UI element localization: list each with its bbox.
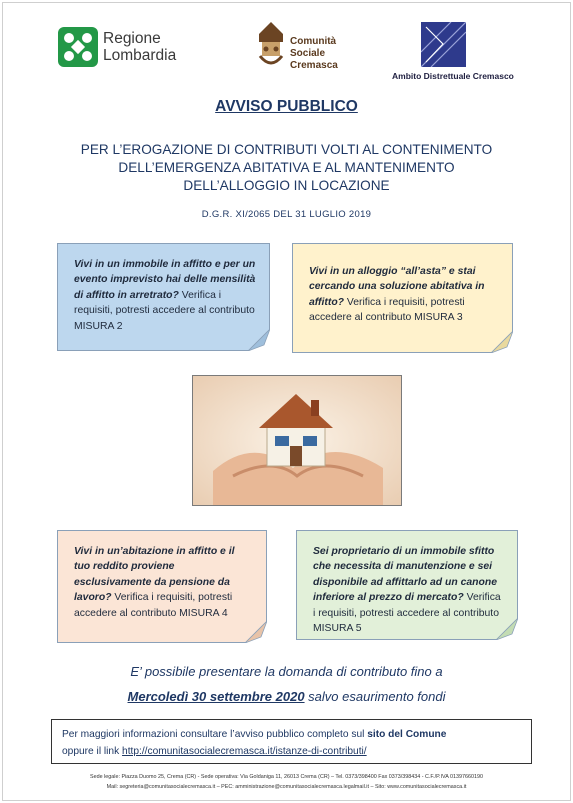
note2-question: Vivi in un alloggio “all’asta” e stai cercando una soluzione abitativa in affitto? — [309, 266, 485, 308]
note1-text: Verifica i requisiti, potresti accedere al contributo MISURA 2 — [74, 289, 255, 332]
dgr-reference: D.G.R. XI/2065 DEL 31 LUGLIO 2019 — [201, 209, 372, 220]
comunita-sociale-logo-icon — [256, 20, 286, 70]
info-url-link[interactable]: http://comunitasocialecremasca.it/istanze-di-contributi/ — [122, 746, 367, 757]
page-subtitle — [40, 141, 533, 195]
logo1-line2: Lombardia — [103, 47, 177, 64]
page-title: AVVISO PUBBLICO — [215, 98, 358, 115]
regione-lombardia-logo-icon — [58, 27, 98, 67]
subtitle-line1: PER L’EROGAZIONE DI CONTRIBUTI VOLTI AL CONTENIMENTO — [80, 142, 493, 157]
page-curl-icon — [491, 331, 513, 353]
note2-text: Verifica i requisiti, potresti accedere al contributo MISURA 3 — [309, 296, 465, 324]
note-misura-4 — [57, 530, 267, 643]
page-curl-icon — [245, 621, 267, 643]
subtitle-line3: DELL’ALLOGGIO IN LOCAZIONE — [183, 178, 390, 193]
subtitle-line2: DELL’EMERGENZA ABITATIVA E AL MANTENIMENTO — [118, 160, 455, 175]
note-misura-3 — [292, 243, 513, 353]
ambito-logo-icon — [421, 22, 466, 67]
logo2-line3: Cremasca — [290, 60, 338, 71]
page-curl-icon — [496, 618, 518, 640]
logo2-line2: Sociale — [290, 48, 326, 59]
footer-contacts: Mail: segreteria@comunitasocialecremasca.it – PEC: amministrazione@comunitasocialecremasca.legalmail.it – Sito: www.comunitasocialecremasca.it — [106, 784, 467, 790]
deadline-date: Mercoledì 30 settembre 2020 — [127, 689, 305, 704]
note-misura-5 — [296, 530, 518, 640]
info-box — [51, 719, 532, 764]
info-text2: oppure il link — [62, 746, 123, 757]
deadline-line — [0, 689, 573, 704]
house-in-hands-photo — [192, 375, 402, 506]
logo2-line1: Comunità — [290, 36, 337, 47]
note4-question: Sei proprietario di un immobile sfitto che necessita di manutenzione e sei disponibile ad affittarlo ad un canone inferiore al prezzo di mercato? — [313, 546, 497, 604]
note3-text: Verifica i requisiti, potresti accedere al contributo MISURA 4 — [74, 592, 233, 619]
page-curl-icon — [248, 329, 270, 351]
comunita-sociale-name — [290, 36, 338, 72]
info-comune-link[interactable]: sito del Comune — [367, 729, 447, 740]
footer-address: Sede legale: Piazza Duomo 25, Crema (CR) - Sede operativa: Via Goldaniga 11, 26013 Crema (CR) – Tel. 0373/398400 Fax 0373/398434 - C.F./P.IVA 01397660190 — [90, 774, 483, 780]
note-misura-2 — [57, 243, 270, 351]
logo1-line1: Regione — [103, 30, 161, 47]
info-text1: Per maggiori informazioni consultare l’avviso pubblico completo sul — [62, 729, 368, 740]
note3-question: Vivi in un’abitazione in affitto e il tuo reddito proviene esclusivamente da pensione da lavoro? — [74, 546, 235, 604]
deadline-suffix: salvo esaurimento fondi — [304, 689, 446, 704]
note1-question: Vivi in un immobile in affitto e per un evento imprevisto hai delle mensilità di affitto in arretrato? — [74, 259, 256, 301]
regione-lombardia-name — [103, 30, 176, 64]
note4-text: Verifica i requisiti, potresti accedere al contributo MISURA 5 — [313, 592, 501, 635]
deadline-intro: E’ possibile presentare la domanda di contributo fino a — [130, 664, 443, 679]
ambito-label: Ambito Distrettuale Cremasco — [392, 71, 514, 81]
